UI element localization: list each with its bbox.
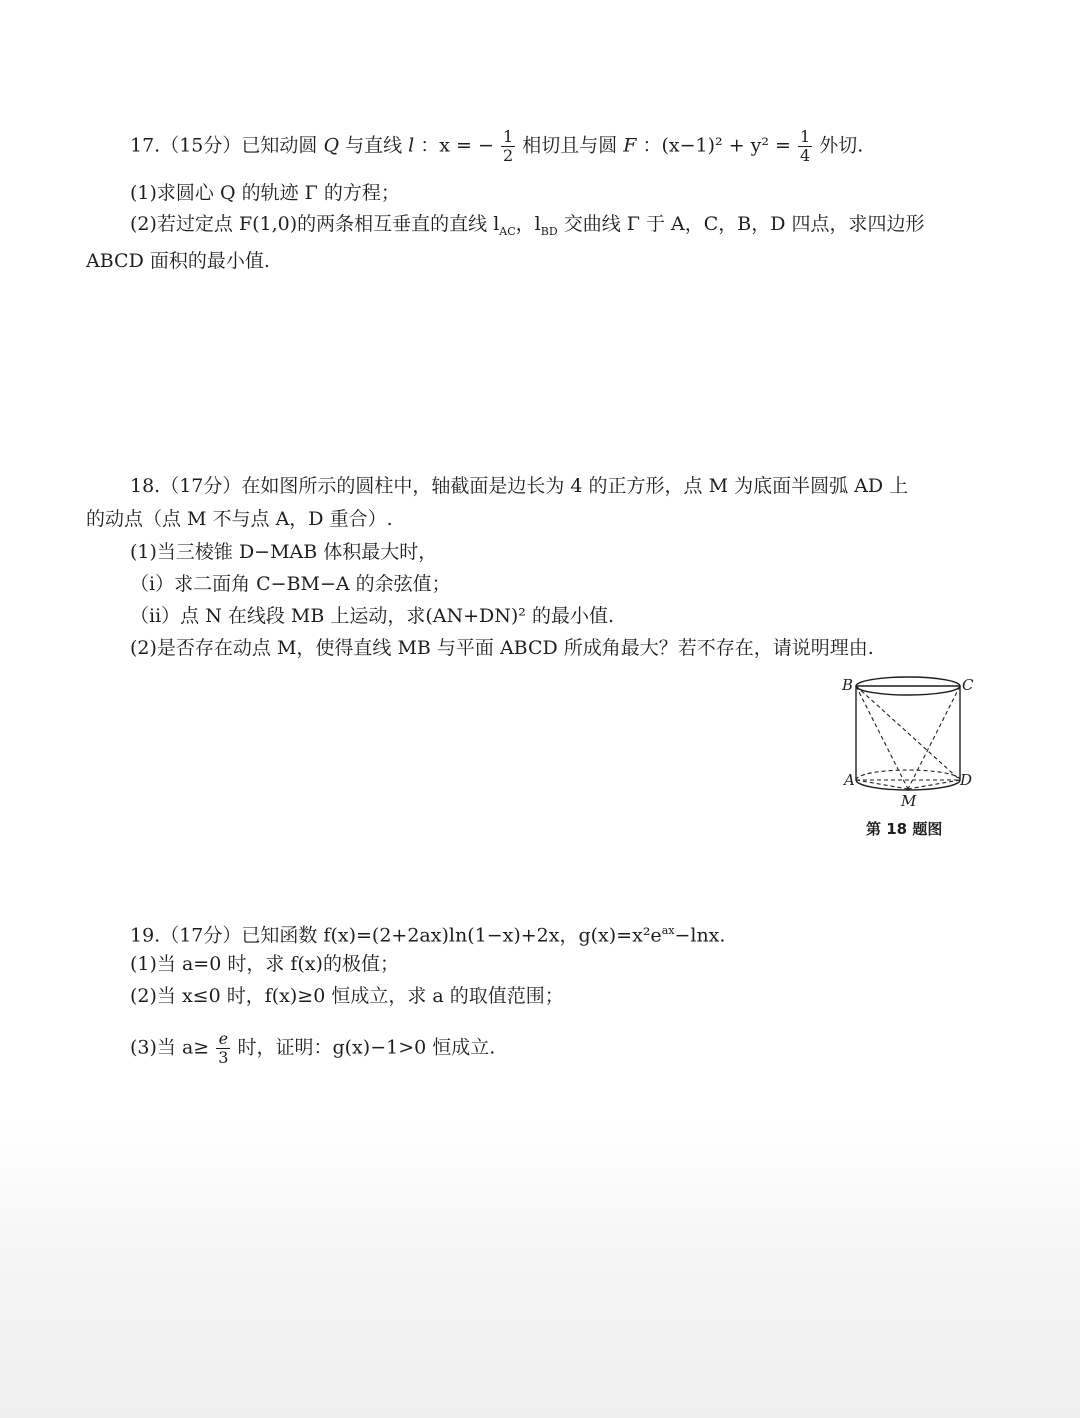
q17-fraction-half (501, 128, 515, 165)
q19-fraction-num: e (216, 1030, 230, 1049)
q17-sub-bd: BD (540, 224, 558, 238)
q17-stem (130, 128, 863, 165)
q17-part1: (1)求圆心 Q 的轨迹 Γ 的方程； (130, 182, 400, 204)
q19-part2: (2)当 x≤0 时，f(x)≥0 恒成立，求 a 的取值范围； (130, 985, 564, 1007)
q17-circle-f: F (623, 134, 637, 157)
q17-mid4: ：(x−1)² + y² = (642, 134, 791, 157)
segment-am (856, 780, 908, 789)
q19-fraction-den: 3 (218, 1048, 229, 1067)
segment-bd (856, 686, 960, 780)
q18-part1-i: （ⅰ）求二面角 C−BM−A 的余弦值； (130, 573, 451, 595)
label-c: C (962, 676, 974, 694)
q17-fraction-quarter-num: 1 (800, 127, 811, 146)
q17-mid2: ：x = − (420, 134, 494, 157)
segment-bm (856, 686, 908, 789)
q17-tail: 外切. (819, 134, 864, 157)
q17-mid1: 与直线 (345, 134, 403, 157)
bottom-back-arc (856, 770, 960, 780)
q19-part1: (1)当 a=0 时，求 f(x)的极值； (130, 953, 399, 975)
q18-part1: (1)当三棱锥 D−MAB 体积最大时， (130, 541, 438, 563)
label-d: D (960, 771, 973, 789)
q19-fraction-e3 (216, 1030, 230, 1067)
q17-sub-ac: AC (499, 224, 516, 238)
q17-fraction-quarter (798, 128, 812, 165)
q19-stem (130, 918, 725, 948)
q17-fraction-half-den: 2 (502, 146, 514, 165)
label-b: B (842, 676, 854, 694)
q18-stem-line1: 18.（17分）在如图所示的圆柱中，轴截面是边长为 4 的正方形，点 M 为底面半圆弧 AD 上 (130, 475, 909, 497)
q18-stem-line2: 的动点（点 M 不与点 A，D 重合）. (86, 508, 393, 530)
q17-fraction-half-num: 1 (502, 127, 514, 146)
q17-line-l: l (408, 134, 415, 157)
q18-part2: (2)是否存在动点 M，使得直线 MB 与平面 ABCD 所成角最大？若不存在，请说明理由. (130, 637, 874, 659)
q19-part3 (130, 1030, 495, 1067)
q19-sup-ax: ax (661, 924, 675, 937)
label-a: A (844, 771, 855, 789)
q19-stem-text: 19.（17分）已知函数 f(x)=(2+2ax)ln(1−x)+2x，g(x)=x²e (130, 924, 662, 947)
q18-figure-caption: 第 18 题图 (866, 820, 943, 838)
q17-fraction-quarter-den: 4 (800, 146, 811, 165)
q17-part2c: 交曲线 Γ 于 A，C，B，D 四点，求四边形 (557, 213, 925, 235)
segment-dm (908, 780, 960, 789)
q17-part2 (130, 211, 925, 245)
label-m: M (901, 792, 917, 810)
q19-part3a: (3)当 a≥ (130, 1036, 210, 1059)
q17-head: 17.（15分）已知动圆 (130, 134, 318, 157)
q17-part2b: ，l (515, 213, 541, 235)
segment-cm (908, 686, 960, 789)
q19-part3b: 时，证明：g(x)−1>0 恒成立. (237, 1036, 496, 1059)
q19-stem-tail: −lnx. (674, 924, 726, 947)
q17-part2a: (2)若过定点 F(1,0)的两条相互垂直的直线 l (130, 213, 500, 235)
q18-part1-ii: （ⅱ）点 N 在线段 MB 上运动，求(AN+DN)² 的最小值. (130, 605, 614, 627)
q17-mid3: 相切且与圆 (522, 134, 618, 157)
q17-circle-q: Q (323, 134, 340, 157)
q17-part2-cont: ABCD 面积的最小值. (86, 250, 270, 272)
